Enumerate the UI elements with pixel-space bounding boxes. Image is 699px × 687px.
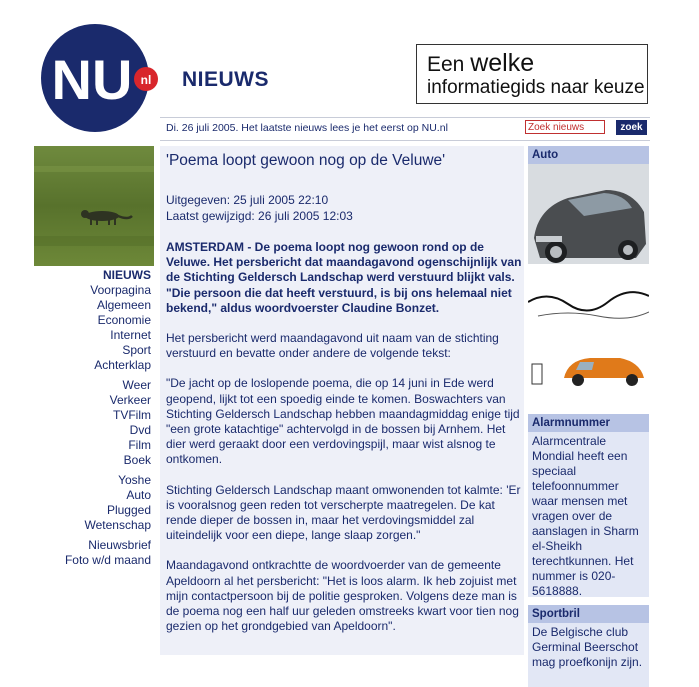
nav-nieuws[interactable]: NIEUWS: [103, 268, 151, 282]
date-text: Di. 26 juli 2005. Het laatste nieuws lees je het eerst op NU.nl: [166, 122, 448, 134]
car-ad-image: [528, 164, 649, 396]
nav-plugged[interactable]: Plugged: [106, 503, 151, 517]
article-paragraph: Maandagavond ontkrachtte de woordvoerder van de gemeente Apeldoorn al het persbericht: "Het is loos alarm. Ik heb zojuist met mijn contactpersoon bij de politie gesproken. Volgens deze man is de poema nog een half uur geleden omstreeks kwart voor tien nog gezien op het grondgebied van Apeldoorn".: [166, 558, 519, 634]
nav-dvd[interactable]: Dvd: [129, 423, 151, 437]
nav-internet[interactable]: Internet: [110, 328, 151, 342]
banner-line-2: informatiegids naar keuze: [427, 77, 645, 98]
nav-verkeer[interactable]: Verkeer: [109, 393, 151, 407]
nav-voorpagina[interactable]: Voorpagina: [90, 283, 151, 297]
nav-weer[interactable]: Weer: [122, 378, 151, 392]
nav-sport[interactable]: Sport: [122, 343, 151, 357]
article-meta: [166, 193, 353, 224]
sport-box-title[interactable]: Sportbril: [528, 605, 649, 623]
alarm-box-text: Alarmcentrale Mondial heeft een speciaal telefoonnummer waar mensen met vragen over de aanslagen in Sharm el-Sheikh terechtkunnen. Het nummer is 020-5618888.: [528, 432, 649, 597]
nav-film[interactable]: Film: [128, 438, 151, 452]
updated-date: Laatst gewijzigd: 26 juli 2005 12:03: [166, 208, 353, 223]
article: [160, 146, 524, 655]
nav-achterklap[interactable]: Achterklap: [94, 358, 151, 372]
car-ad[interactable]: [528, 164, 649, 396]
left-nav: [34, 268, 151, 568]
banner-ad[interactable]: [416, 44, 648, 104]
puma-photo: [34, 146, 154, 266]
banner-line-1: Een welke: [427, 49, 535, 77]
auto-box-title[interactable]: Auto: [528, 146, 649, 164]
logo-text: NU: [51, 48, 133, 111]
section-title: NIEUWS: [182, 68, 269, 91]
alarm-box-title[interactable]: Alarmnummer: [528, 414, 649, 432]
published-date: Uitgegeven: 25 juli 2005 22:10: [166, 193, 329, 207]
nav-foto-wd-maand[interactable]: Foto w/d maand: [64, 553, 151, 567]
nu-logo[interactable]: [40, 23, 158, 133]
article-lead: AMSTERDAM - De poema loopt nog gewoon rond op de Veluwe. Het persbericht dat maandagavond ogenschijnlijk van de Stichting Geldersch Landschap werd verstuurd blijkt vals. "Die persoon die dat heeft verstuurd, is bij ons helemaal niet bekend," aldus woordvoerster Claudine Bonzet.: [166, 240, 522, 315]
article-paragraph: Het persbericht werd maandagavond uit naam van de stichting verstuurd en bevatte onder andere de volgende tekst:: [166, 331, 499, 361]
nav-tvfilm[interactable]: TVFilm: [113, 408, 151, 422]
article-body: [166, 240, 522, 649]
nav-yoshe[interactable]: Yoshe: [118, 473, 151, 487]
right-sidebar: [528, 146, 649, 669]
nav-boek[interactable]: Boek: [123, 453, 151, 467]
search-button[interactable]: zoek: [616, 120, 647, 135]
article-paragraph: Stichting Geldersch Landschap maant omwonenden tot kalmte: 'Er is vooralsnog geen reden tot verscherpte maatregelen. De kat rende dieper de bossen in, maar het verdovingsmiddel zal uiteindelijk voor een diepe, lange slaap zorgen.": [166, 482, 521, 543]
nav-algemeen[interactable]: Algemeen: [96, 298, 151, 312]
nav-economie[interactable]: Economie: [97, 313, 151, 327]
logo-badge: nl: [140, 73, 152, 87]
article-paragraph: "De jacht op de loslopende poema, die op 14 juni in Ede werd geopend, lijkt tot een spoedig einde te komen. Boswachters van Stichting Geldersch Landschap hebben maandagmiddag enige tijd "een grote katachtige" achtervolgd in de bossen bij Arnhem. Het dier werd geraakt door een verdovingspijl, maar wist alsnog te ontkomen.: [166, 376, 520, 467]
nav-auto[interactable]: Auto: [126, 488, 151, 502]
article-title: 'Poema loopt gewoon nog op de Veluwe': [166, 152, 446, 169]
nav-nieuwsbrief[interactable]: Nieuwsbrief: [88, 538, 151, 552]
sport-box-text: De Belgische club Germinal Beerschot mag proefkonijn zijn.: [528, 623, 649, 687]
search-input[interactable]: [525, 120, 605, 134]
nav-wetenschap[interactable]: Wetenschap: [84, 518, 151, 532]
